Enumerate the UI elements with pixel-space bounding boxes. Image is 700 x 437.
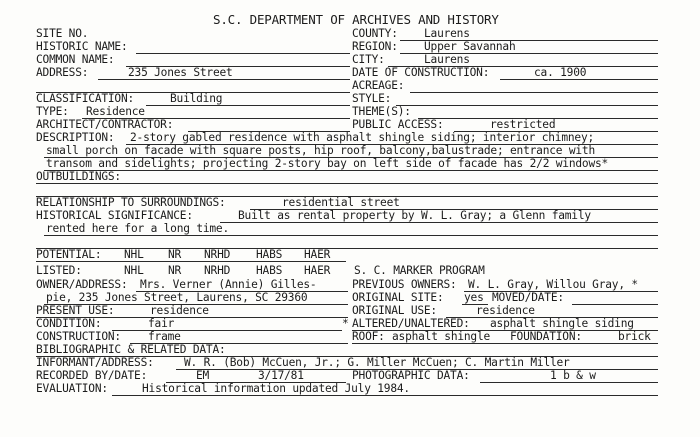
public-access-label: PUBLIC ACCESS: (352, 118, 444, 131)
public-access-value: restricted (490, 118, 556, 131)
classification-label: CLASSIFICATION: (36, 92, 135, 105)
recorded-by-value: EM (196, 369, 210, 382)
listed-habs: HABS (256, 264, 283, 277)
address-label: ADDRESS: (36, 66, 89, 79)
themes-label: THEME(S): (352, 105, 411, 118)
photographic-value: 1 b & w (550, 369, 596, 382)
present-use-value: residence (150, 304, 209, 317)
previous-owners-value: W. L. Gray, Willou Gray, * (468, 278, 638, 291)
description-line-3: transom and sidelights; projecting 2-story bay on left side of facade has 2/2 windows* (46, 157, 609, 170)
listed-nr: NR (168, 264, 182, 277)
site-no-label: SITE NO. (36, 27, 89, 40)
informant-value: W. R. (Bob) McCuen, Jr.; G. Miller McCuen; C. Martin Miller (184, 356, 570, 369)
type-value: Residence (86, 105, 145, 118)
historical-significance-line-2: rented here for a long time. (46, 222, 229, 235)
original-site-label: ORIGINAL SITE: (352, 291, 444, 304)
common-name-label: COMMON NAME: (36, 53, 115, 66)
owner-line-2: pie, 235 Jones Street, Laurens, SC 29360 (46, 291, 308, 304)
informant-label: INFORMANT/ADDRESS: (36, 356, 154, 369)
original-use-value: residence (476, 304, 535, 317)
owner-address-label: OWNER/ADDRESS: (36, 278, 128, 291)
roof-label: ROOF: (352, 330, 385, 343)
acreage-label: ACREAGE: (352, 79, 405, 92)
historical-significance-label: HISTORICAL SIGNIFICANCE: (36, 209, 193, 222)
bibliographic-label: BIBLIOGRAPHIC & RELATED DATA: (36, 343, 226, 356)
city-label: CITY: (352, 53, 385, 66)
condition-value: fair (148, 317, 175, 330)
outbuildings-label: OUTBUILDINGS: (36, 170, 121, 183)
potential-habs: HABS (256, 248, 283, 261)
previous-owners-label: PREVIOUS OWNERS: (352, 278, 457, 291)
altered-label: ALTERED/UNALTERED: (352, 317, 470, 330)
potential-nhl: NHL (124, 248, 144, 261)
photographic-label: PHOTOGRAPHIC DATA: (352, 369, 470, 382)
roof-value: asphalt shingle (392, 330, 491, 343)
city-value: Laurens (424, 53, 470, 66)
historic-name-label: HISTORIC NAME: (36, 40, 128, 53)
original-site-value: yes (464, 291, 484, 304)
historical-significance-line-1: Built as rental property by W. L. Gray; a Glenn family (238, 209, 591, 222)
present-use-label: PRESENT USE: (36, 304, 115, 317)
date-construction-label: DATE OF CONSTRUCTION: (352, 66, 490, 79)
altered-value: asphalt shingle siding (490, 317, 634, 330)
potential-label: POTENTIAL: (36, 248, 102, 261)
evaluation-label: EVALUATION: (36, 382, 108, 395)
potential-haer: HAER (304, 248, 331, 261)
moved-date-label: MOVED/DATE: (492, 291, 564, 304)
construction-value: frame (148, 330, 181, 343)
region-label: REGION: (352, 40, 398, 53)
foundation-label: FOUNDATION: (510, 330, 582, 343)
foundation-value: brick (618, 330, 651, 343)
recorded-date-value: 3/17/81 (258, 369, 304, 382)
construction-label: CONSTRUCTION: (36, 330, 121, 343)
region-value: Upper Savannah (424, 40, 516, 53)
owner-line-1: Mrs. Verner (Annie) Gilles- (140, 278, 317, 291)
recorded-by-label: RECORDED BY/DATE: (36, 369, 148, 382)
county-value: Laurens (424, 27, 470, 40)
potential-nr: NR (168, 248, 182, 261)
architect-label: ARCHITECT/CONTRACTOR: (36, 118, 174, 131)
marker-program-label: S. C. MARKER PROGRAM (354, 264, 485, 277)
original-use-label: ORIGINAL USE: (352, 304, 437, 317)
style-label: STYLE: (352, 92, 392, 105)
relationship-label: RELATIONSHIP TO SURROUNDINGS: (36, 196, 226, 209)
county-label: COUNTY: (352, 27, 398, 40)
altered-mark: * (342, 317, 349, 330)
description-line-2: small porch on facade with square posts, hip roof, balcony,balustrade; entrance with (46, 144, 595, 157)
form-header: S.C. DEPARTMENT OF ARCHIVES AND HISTORY (213, 12, 499, 27)
listed-nrhd: NRHD (204, 264, 231, 277)
type-label: TYPE: (36, 105, 69, 118)
description-line-1: 2-story gabled residence with asphalt shingle siding; interior chimney; (130, 131, 595, 144)
relationship-value: residential street (282, 196, 400, 209)
listed-label: LISTED: (36, 264, 82, 277)
listed-nhl: NHL (124, 264, 144, 277)
description-label: DESCRIPTION: (36, 131, 115, 144)
listed-haer: HAER (304, 264, 331, 277)
evaluation-value: Historical information updated July 1984. (142, 382, 410, 395)
address-value: 235 Jones Street (128, 66, 233, 79)
classification-value: Building (170, 92, 223, 105)
date-construction-value: ca. 1900 (534, 66, 587, 79)
potential-nrhd: NRHD (204, 248, 231, 261)
condition-label: CONDITION: (36, 317, 102, 330)
